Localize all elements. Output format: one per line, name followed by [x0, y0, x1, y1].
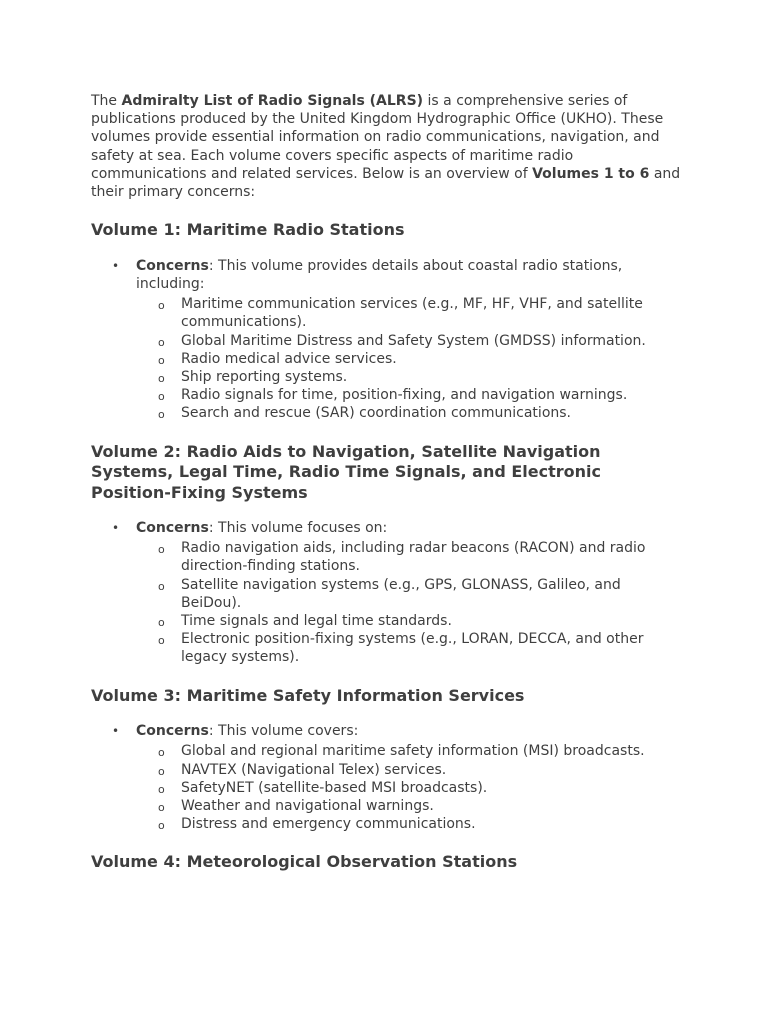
list-item: o Radio navigation aids, including radar beacons (RACON) and radio direction-finding stations. [158, 540, 646, 575]
volume-1-heading: Volume 1: Maritime Radio Stations [91, 220, 405, 240]
concerns-text: : This volume focuses on: [208, 520, 388, 537]
list-item: o Radio medical advice services. [181, 350, 681, 368]
bullet-icon: • [112, 521, 120, 536]
concerns-label: Concerns [136, 257, 209, 274]
circle-bullet-icon: o [158, 764, 165, 778]
document-page [91, 92, 681, 873]
list-item: o Search and rescue (SAR) coordination communications. [181, 404, 681, 422]
list-item: o Satellite navigation systems (e.g., GPS, GLONASS, Galileo, and BeiDou). [158, 576, 621, 611]
circle-bullet-icon: o [158, 819, 165, 833]
circle-bullet-icon: o [158, 616, 165, 630]
list-item: o Distress and emergency communications. [181, 815, 681, 833]
concerns-label: Concerns [136, 723, 209, 740]
bullet-icon: • [112, 724, 120, 739]
circle-bullet-icon: o [158, 390, 165, 404]
volume-3-heading: Volume 3: Maritime Safety Information Services [91, 685, 525, 705]
list-item: o Radio signals for time, position-fixing, and navigation warnings. [181, 386, 681, 404]
volume-4-heading: Volume 4: Meteorological Observation Stations [91, 852, 518, 872]
concerns-text: : This volume provides details about coastal radio stations, including: [136, 257, 623, 292]
volumes-range-bold: Volumes 1 to 6 [532, 165, 650, 182]
volume-2-heading: Volume 2: Radio Aids to Navigation, Satellite Navigation Systems, Legal Time, Radio Time Signals, and Electronic Position-Fixing Systems [91, 441, 602, 502]
concerns-label: Concerns [136, 520, 209, 537]
concerns-text: : This volume covers: [208, 723, 359, 740]
list-item: o Time signals and legal time standards. [181, 612, 681, 630]
circle-bullet-icon: o [158, 782, 165, 796]
volume-1-sublist [136, 295, 681, 422]
volume-2-list [91, 519, 681, 667]
intro-paragraph: The Admiralty List of Radio Signals (ALRS) is a comprehensive series of publications produced by the United Kingdom Hydrographic Office (UKHO). These volumes provide essential information on radio communications, navigation, and safety at sea. Each volume covers specific aspects of maritime radio communications and related services. Below is an overview of Volumes 1 to 6 and their primary concerns: [91, 93, 681, 201]
circle-bullet-icon: o [158, 746, 165, 760]
volume-3-list [91, 722, 681, 833]
list-item: o Global and regional maritime safety information (MSI) broadcasts. [181, 742, 681, 760]
list-item: o Weather and navigational warnings. [181, 797, 681, 815]
list-item: o Ship reporting systems. [181, 368, 681, 386]
circle-bullet-icon: o [158, 579, 165, 593]
list-item [112, 519, 681, 667]
list-item [112, 722, 681, 833]
list-item: o Electronic position-fixing systems (e.g., LORAN, DECCA, and other legacy systems). [158, 631, 644, 666]
circle-bullet-icon: o [158, 408, 165, 422]
circle-bullet-icon: o [158, 800, 165, 814]
list-item: o Global Maritime Distress and Safety System (GMDSS) information. [181, 332, 681, 350]
circle-bullet-icon: o [158, 371, 165, 385]
circle-bullet-icon: o [158, 299, 165, 313]
list-item [112, 257, 681, 423]
list-item: o NAVTEX (Navigational Telex) services. [181, 761, 681, 779]
list-item: o Maritime communication services (e.g., MF, HF, VHF, and satellite communications). [158, 296, 643, 331]
list-item: o SafetyNET (satellite-based MSI broadcasts). [181, 779, 681, 797]
circle-bullet-icon: o [158, 335, 165, 349]
alrs-title-bold: Admiralty List of Radio Signals (ALRS) [121, 93, 424, 109]
bullet-icon: • [112, 258, 120, 273]
circle-bullet-icon: o [158, 543, 165, 557]
volume-2-sublist [136, 539, 681, 666]
circle-bullet-icon: o [158, 634, 165, 648]
volume-3-sublist [136, 742, 681, 833]
volume-1-list [91, 257, 681, 423]
circle-bullet-icon: o [158, 353, 165, 367]
